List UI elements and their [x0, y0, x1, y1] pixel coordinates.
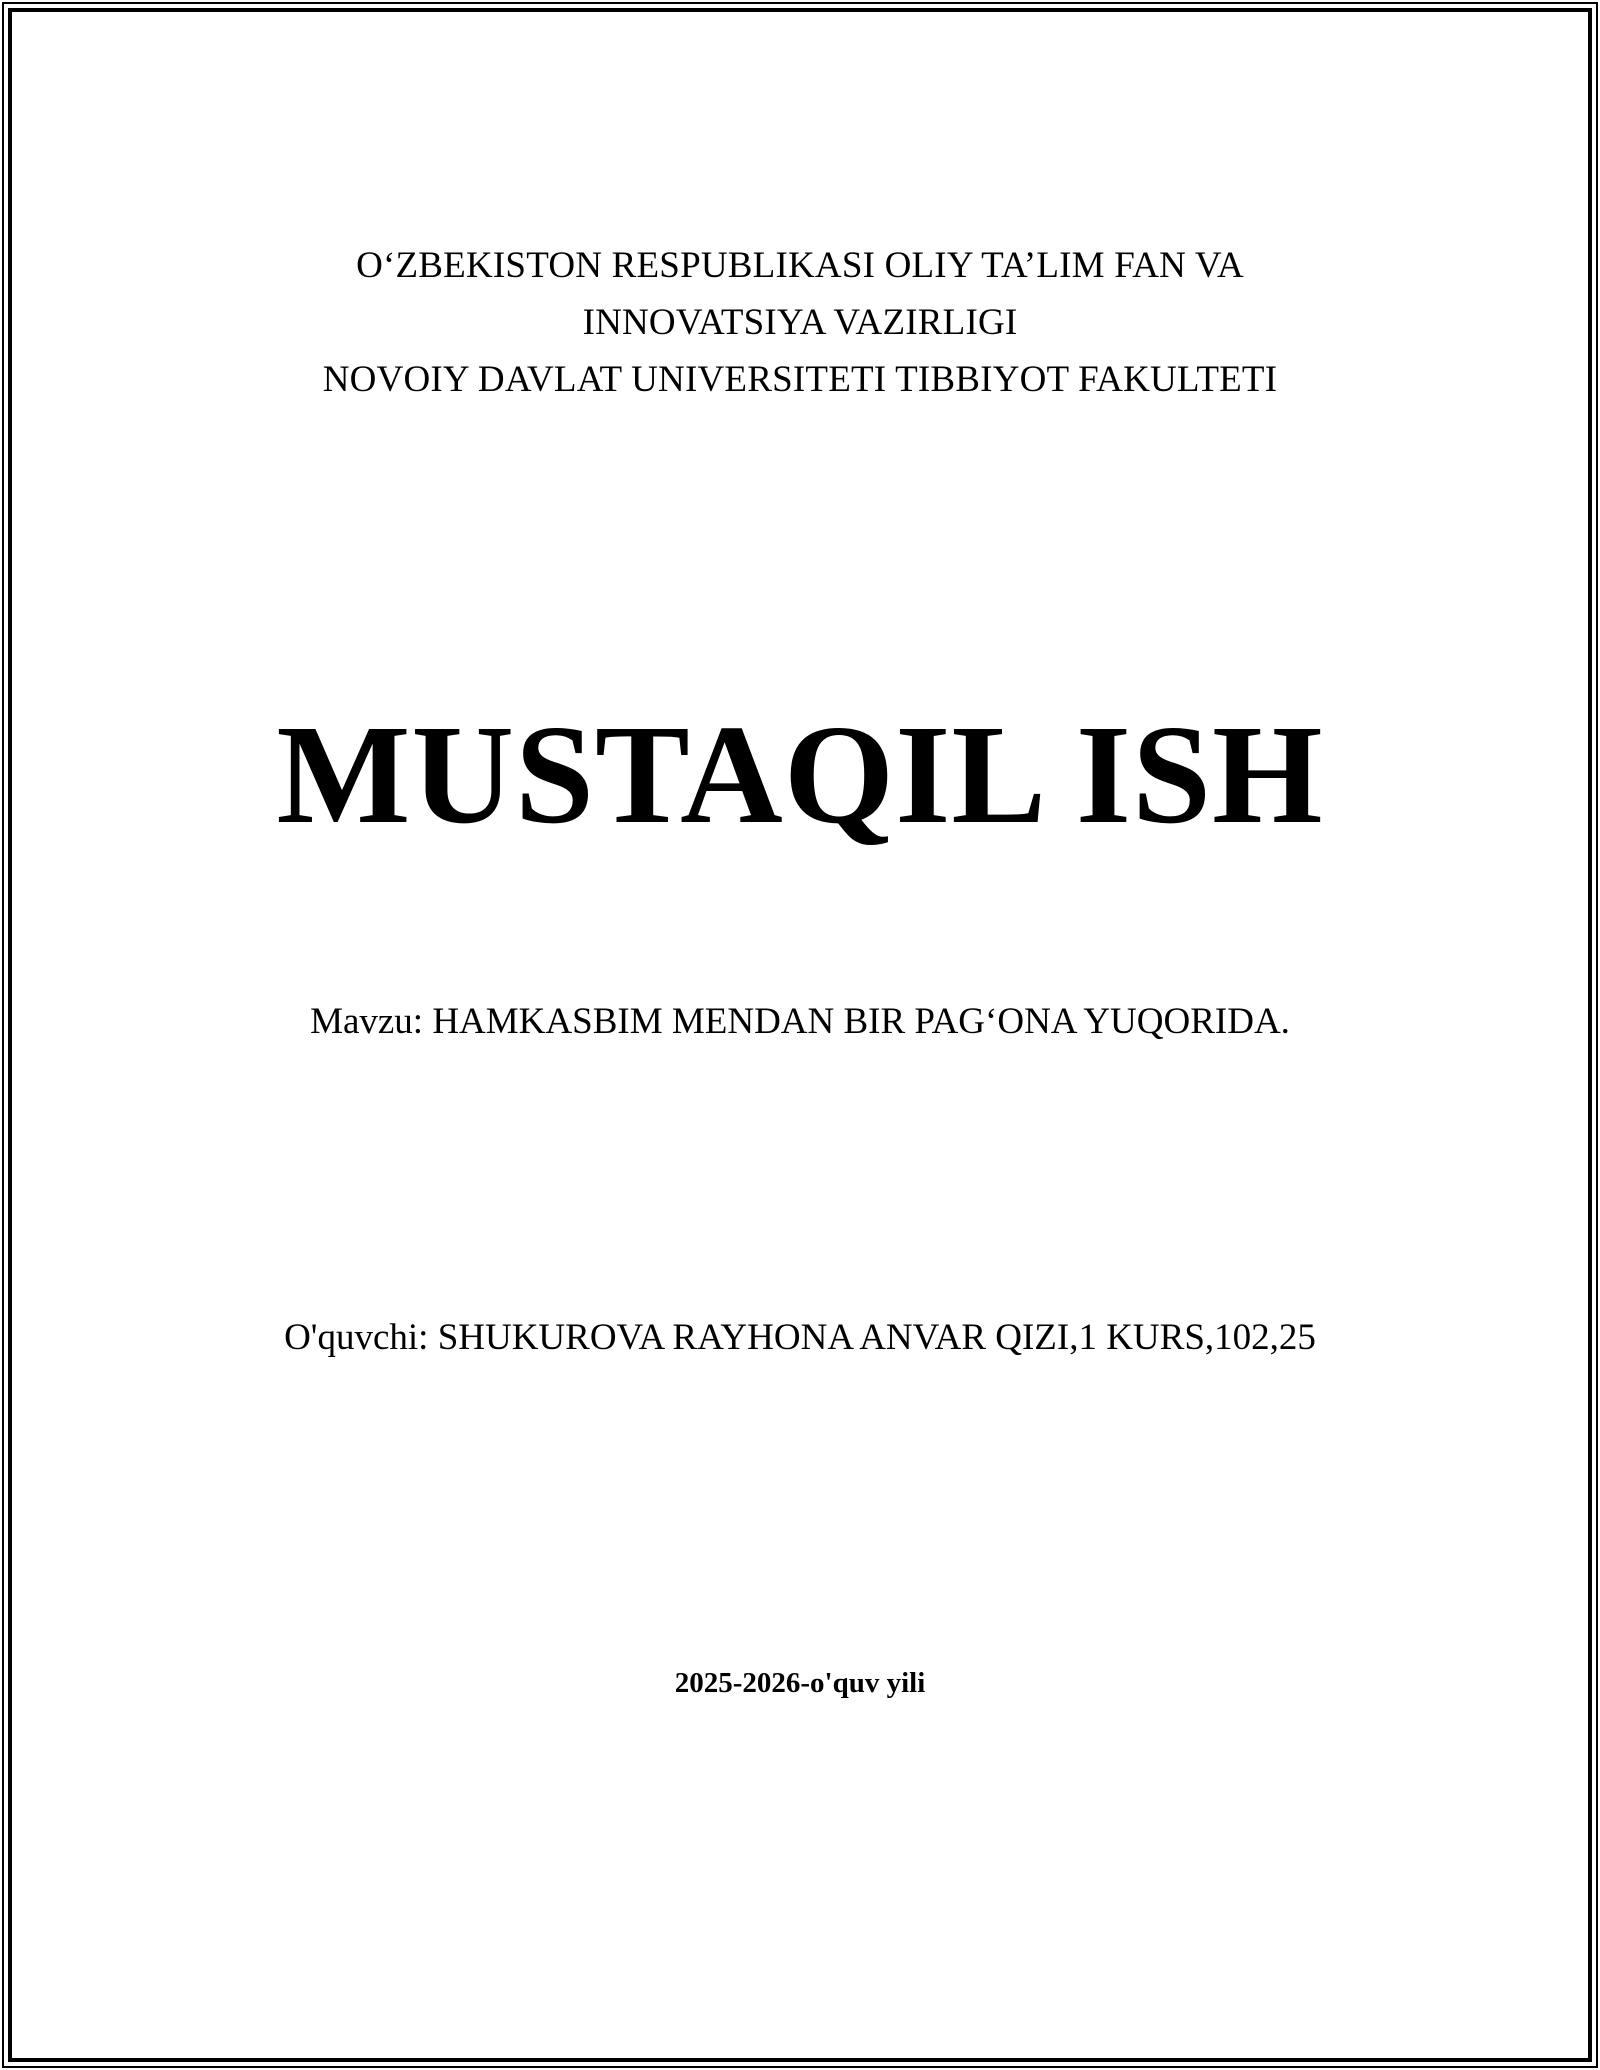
ministry-header [60, 237, 1540, 408]
academic-year: 2025-2026-o'quv yili [674, 1667, 926, 1699]
header-line-ministry-1: O‘ZBEKISTON RESPUBLIKASI OLIY TA’LIM FAN VA [356, 245, 1244, 286]
student-line: O'quvchi: SHUKUROVA RAYHONA ANVAR QIZI,1 KURS,102,25 [284, 1317, 1316, 1358]
header-line-university: NOVOIY DAVLAT UNIVERSITETI TIBBIYOT FAKULTETI [322, 359, 1278, 400]
document-title: MUSTAQIL ISH [276, 695, 1324, 853]
topic-line: Mavzu: HAMKASBIM MENDAN BIR PAG‘ONA YUQORIDA. [310, 1001, 1290, 1042]
header-line-ministry-2: INNOVATSIYA VAZIRLIGI [582, 302, 1018, 343]
